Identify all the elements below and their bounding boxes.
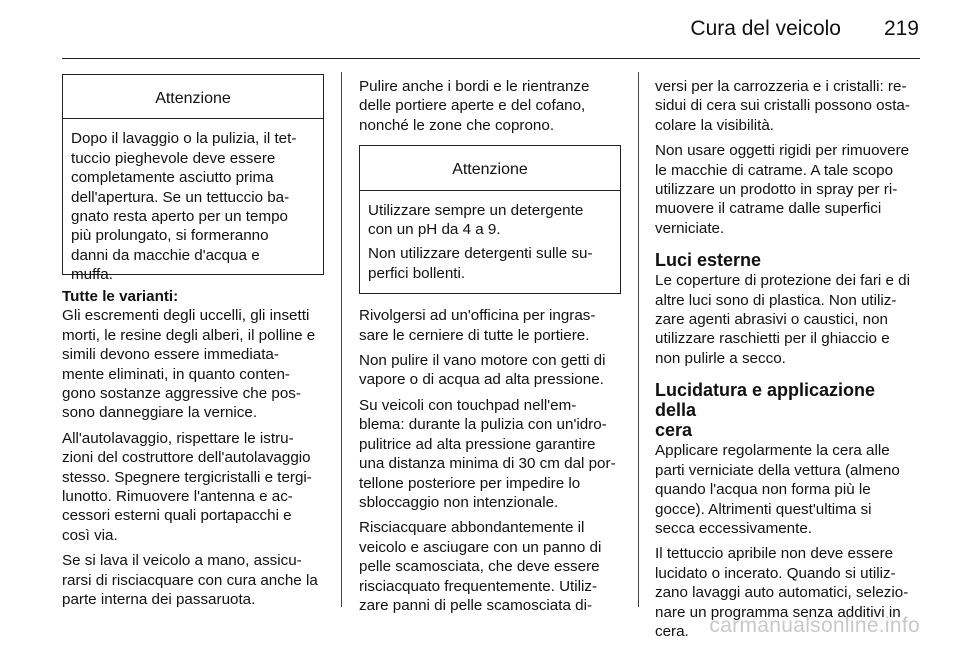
paragraph: Non usare oggetti rigidi per rimuovere le macchie di catrame. A tale scopo utilizzare un prodotto in spray per ri- muovere il catrame dalle superfici verniciate. xyxy=(655,142,910,237)
paragraph: Pulire anche i bordi e le rientranze delle portiere aperte e del cofano, nonché le zone che coprono. xyxy=(359,78,590,134)
section-heading: Luci esterne xyxy=(655,250,762,271)
page-number: 219 xyxy=(883,17,919,40)
column-divider-1 xyxy=(341,72,342,607)
paragraph: All'autolavaggio, rispettare le istru- zioni del costruttore dell'autolavaggio stesso. Spegnere tergicristalli e tergi- lunotto. Rimuovere l'antenna e ac- cessori esterni quali portapacchi e così via. xyxy=(62,429,312,544)
paragraph: Le coperture di protezione dei fari e di altre luci sono di plastica. Non utiliz- zare agenti abrasivi o caustici, non utilizzare raschietti per il ghiaccio e non pulirle a secco. xyxy=(655,272,910,367)
paragraph: Rivolgersi ad un'officina per ingras- sare le cerniere di tutte le portiere. xyxy=(359,307,596,344)
paragraph: Risciacquare abbondantemente il veicolo e asciugare con un panno di pelle scamosciata, che deve essere risciacquato frequentemente. Utiliz- zare panni di pelle scamosciata di- xyxy=(359,519,602,614)
attention-body xyxy=(360,191,620,294)
spacer xyxy=(359,294,621,306)
column-3 xyxy=(655,77,920,647)
attention-body xyxy=(63,119,323,294)
attention-text: Non utilizzare detergenti sulle su- perfici bollenti. xyxy=(368,245,593,282)
paragraph: Gli escrementi degli uccelli, gli insetti morti, le resine degli alberi, il polline e simili devono essere immediata- mente eliminati, in quanto conten- gono sostanze aggressive che pos- sono danneggiare la vernice. xyxy=(62,307,316,422)
section-heading: Lucidatura e applicazione della cera xyxy=(655,380,876,441)
paragraph: Su veicoli con touchpad nell'em- blema: durante la pulizia con un'idro- pulitrice ad alta pressione garantire una distanza minima di 30 cm dal por- tellone posteriore per impedire lo sbloccaggio non intenzionale. xyxy=(359,396,616,511)
header-rule xyxy=(62,58,920,59)
attention-heading: Attenzione xyxy=(360,146,620,190)
attention-box xyxy=(62,74,324,284)
column-divider-2 xyxy=(638,72,639,607)
section-title: Cura del veicolo xyxy=(690,17,841,40)
attention-box xyxy=(359,145,621,294)
column-2 xyxy=(359,77,621,621)
subheading: Tutte le varianti: xyxy=(62,288,179,305)
paragraph: versi per la carrozzeria e i cristalli: re- sidui di cera sui cristalli possono osta- colare la visibilità. xyxy=(655,78,910,134)
column-1 xyxy=(62,74,324,616)
attention-text: Utilizzare sempre un detergente con un pH da 4 a 9. xyxy=(368,201,584,239)
paragraph: Il tettuccio apribile non deve essere lucidato o incerato. Quando si utiliz- zano lavaggi auto automatici, selezio- nare un programma senza additivi in cera. xyxy=(655,545,909,640)
attention-text: Dopo il lavaggio o la pulizia, il tet- tuccio pieghevole deve essere completamente asciutto prima dell'apertura. Se un tettuccio ba- gnato resta aperto per un tempo più prolungato, si formeranno danni da macchie d'acqua e muffa. xyxy=(71,130,297,284)
attention-heading: Attenzione xyxy=(63,75,323,119)
paragraph: Se si lava il veicolo a mano, assicu- rarsi di risciacquare con cura anche la parte interna dei passaruota. xyxy=(62,552,318,609)
paragraph: Non pulire il vano motore con getti di vapore o di acqua ad alta pressione. xyxy=(359,352,606,389)
watermark: carmanualsonline.info xyxy=(709,614,920,637)
paragraph: Applicare regolarmente la cera alle parti verniciate della vettura (almeno quando l'acqua non forma più le gocce). Altrimenti quest'ultima si secca eccessivamente. xyxy=(655,442,900,537)
